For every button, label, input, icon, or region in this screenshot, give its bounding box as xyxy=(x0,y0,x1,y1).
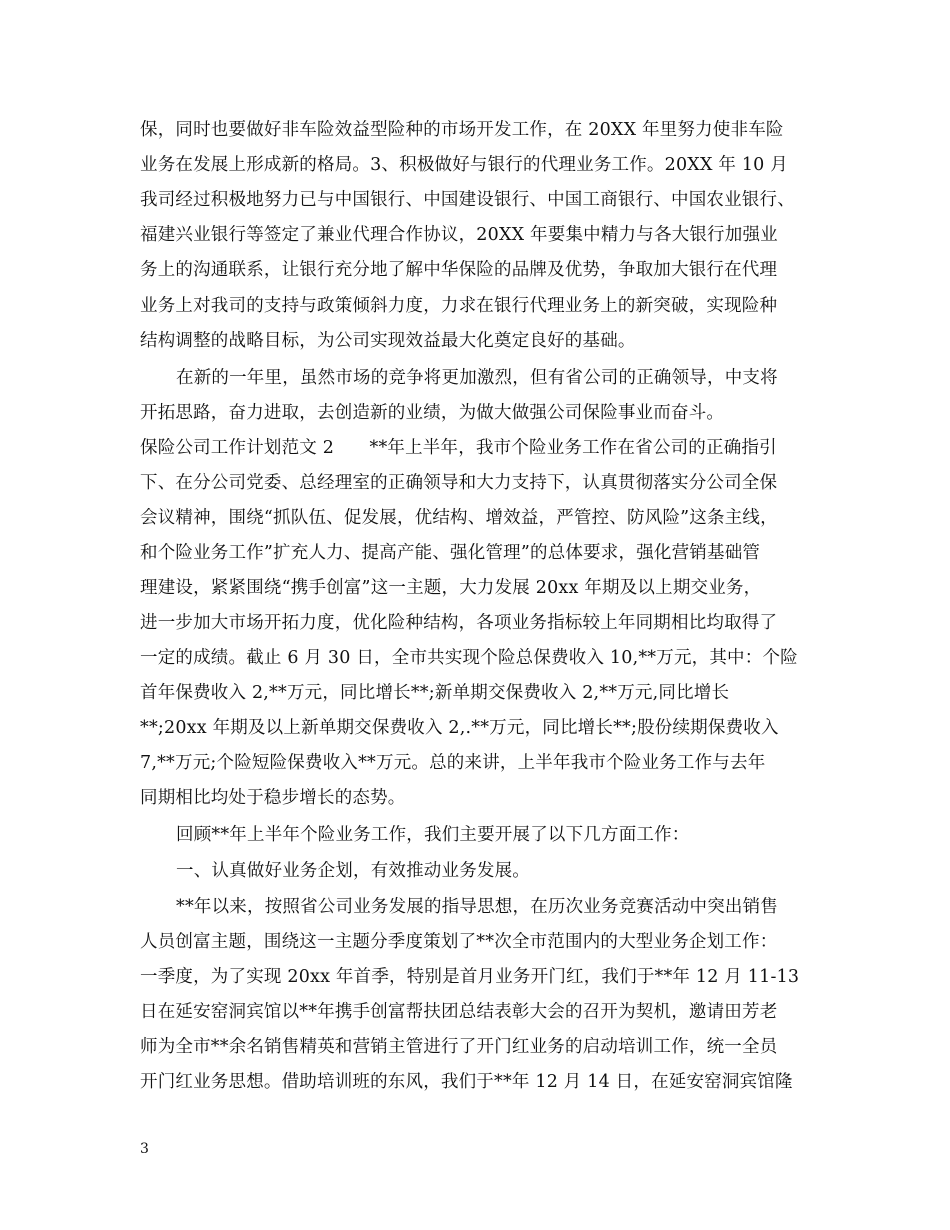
text-line: 回顾**年上半年个险业务工作，我们主要开展了以下几方面工作： xyxy=(176,825,690,845)
text-line: 业务在发展上形成新的格局。3、积极做好与银行的代理业务工作。20XX 年 10 月 xyxy=(140,155,788,175)
text-line: 首年保费收入 2,**万元，同比增长**;新单期交保费收入 2,**万元,同比增长 xyxy=(140,683,730,703)
text-line: 理建设，紧紧围绕“携手创富”这一主题，大力发展 20xx 年期及以上期交业务， xyxy=(140,578,762,598)
text-line: 一定的成绩。截止 6 月 30 日，全市共实现个险总保费收入 10,**万元，其中：个险 xyxy=(140,648,798,668)
text-line: 一、认真做好业务企划，有效推动业务发展。 xyxy=(176,861,530,881)
text-line: 会议精神，围绕“抓队伍、促发展，优结构、增效益，严管控、防风险”这条主线， xyxy=(140,508,778,528)
page-number: 3 xyxy=(140,1141,149,1157)
text-line: 和个险业务工作”扩充人力、提高产能、强化管理”的总体要求，强化营销基础管 xyxy=(140,543,761,563)
text-line: 进一步加大市场开拓力度，优化险种结构，各项业务指标较上年同期相比均取得了 xyxy=(140,613,778,633)
text-line: 同期相比均处于稳步增长的态势。 xyxy=(140,788,406,808)
text-line: **年以来，按照省公司业务发展的指导思想，在历次业务竞赛活动中突出销售 xyxy=(176,897,778,917)
text-line: 师为全市**余名销售精英和营销主管进行了开门红业务的启动培训工作，统一全员 xyxy=(140,1037,778,1057)
text-line: **;20xx 年期及以上新单期交保费收入 2,.**万元，同比增长**;股份续期保费收入 xyxy=(140,718,779,738)
section-heading-line: 保险公司工作计划范文 2 **年上半年，我市个险业务工作在省公司的正确指引 xyxy=(140,438,777,458)
text-line: 福建兴业银行等签定了兼业代理合作协议，20XX 年要集中精力与各大银行加强业 xyxy=(140,225,778,245)
text-line: 人员创富主题，围绕这一主题分季度策划了**次全市范围内的大型业务企划工作： xyxy=(140,932,778,952)
text-line: 在新的一年里，虽然市场的竞争将更加激烈，但有省公司的正确领导，中支将 xyxy=(176,368,778,388)
text-line: 结构调整的战略目标，为公司实现效益最大化奠定良好的基础。 xyxy=(140,331,636,351)
text-line: 开拓思路，奋力进取，去创造新的业绩，为做大做强公司保险事业而奋斗。 xyxy=(140,403,725,423)
text-line: 务上的沟通联系，让银行充分地了解中华保险的品牌及优势，争取加大银行在代理 xyxy=(140,260,778,280)
text-line: 一季度，为了实现 20xx 年首季，特别是首月业务开门红，我们于**年 12 月 11-13 xyxy=(140,967,800,987)
text-line: 开门红业务思想。借助培训班的东风，我们于**年 12 月 14 日，在延安窑洞宾馆隆 xyxy=(140,1072,793,1092)
text-line: 日在延安窑洞宾馆以**年携手创富帮扶团总结表彰大会的召开为契机，邀请田芳老 xyxy=(140,1002,778,1022)
text-line: 下、在分公司党委、总经理室的正确领导和大力支持下，认真贯彻落实分公司全保 xyxy=(140,473,778,493)
text-line: 业务上对我司的支持与政策倾斜力度，力求在银行代理业务上的新突破，实现险种 xyxy=(140,296,778,316)
text-line: 保，同时也要做好非车险效益型险种的市场开发工作，在 20XX 年里努力使非车险 xyxy=(140,120,784,140)
text-line: 我司经过积极地努力已与中国银行、中国建设银行、中国工商银行、中国农业银行、 xyxy=(140,190,795,210)
text-line: 7,**万元;个险短险保费收入**万元。总的来讲，上半年我市个险业务工作与去年 xyxy=(140,753,766,773)
